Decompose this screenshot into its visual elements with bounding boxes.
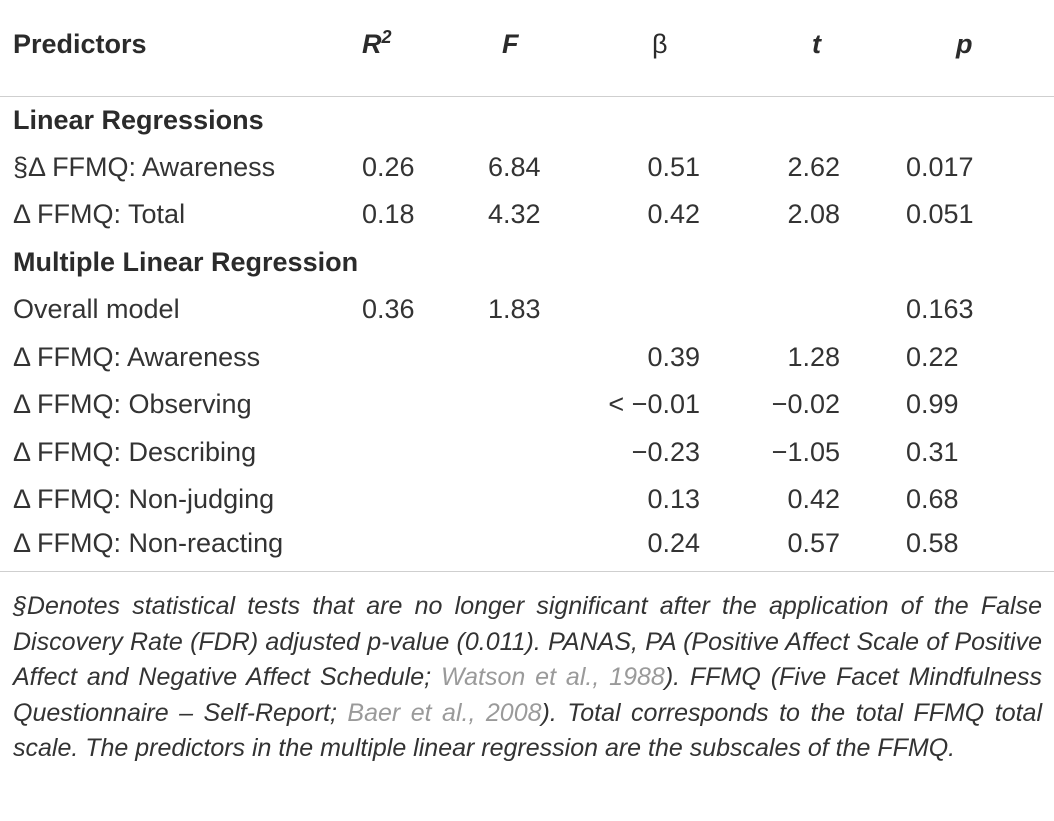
footnote-reference-watson[interactable]: Watson et al., 1988 [440,663,665,691]
table-row [0,334,1054,382]
cell-f [462,334,562,382]
row-label: Overall model [13,294,180,325]
cell-r2 [362,429,462,477]
section-header-row [0,239,1054,287]
cell-beta: 0.24 [562,524,734,572]
cell-p: 0.31 [906,436,959,467]
header-p: p [884,0,1054,96]
row-label: Δ FFMQ: Observing [13,389,252,420]
section-title: Linear Regressions [13,104,264,135]
cell-f [462,381,562,429]
cell-t: 1.28 [787,341,840,372]
cell-f [462,524,562,572]
table-row [0,429,1054,477]
cell-r2: 0.26 [362,151,415,182]
header-predictors: Predictors [0,0,362,96]
cell-t: 2.08 [787,199,840,230]
row-label: Δ FFMQ: Non-judging [13,484,275,515]
header-f: F [462,0,562,96]
row-label: Δ FFMQ: Awareness [13,341,261,372]
cell-f: 1.83 [488,294,541,325]
cell-r2 [362,381,462,429]
section-header-row [0,96,1054,144]
row-label: §Δ FFMQ: Awareness [13,151,276,182]
cell-t [734,286,884,334]
cell-t: 2.62 [787,151,840,182]
header-r-base: R [362,29,382,60]
table-row [0,381,1054,429]
row-label: Δ FFMQ: Describing [13,436,257,467]
cell-f: 4.32 [488,199,541,230]
cell-r2 [362,524,462,572]
cell-f: 6.84 [488,151,541,182]
table-footnote [13,589,1042,767]
header-r-squared [362,0,462,96]
cell-t: 0.57 [734,524,884,572]
table-row [0,191,1054,239]
header-row [0,0,1054,96]
cell-beta: 0.51 [647,151,700,182]
cell-p: 0.017 [906,151,974,182]
cell-f [462,476,562,524]
cell-r2: 0.18 [362,199,415,230]
row-label: Δ FFMQ: Total [13,199,186,230]
cell-t: −1.05 [771,436,840,467]
cell-beta [562,286,734,334]
table-row [0,144,1054,192]
cell-p: 0.22 [906,341,959,372]
footnote-text-1: §Denotes statistical tests that are no longer significant after the application of the False Discovery Rate (FDR) adjusted p-value (0.011). PANAS, PA (Positive Affect Scale of Positive Affect and Negative Affect Schedule; [13,592,1042,691]
cell-f [462,429,562,477]
section-title: Multiple Linear Regression [13,246,359,277]
table-row [0,476,1054,524]
footnote-text-2: ). FFMQ (Five Facet Mindfulness Questionnaire – Self-Report; [13,663,1042,727]
cell-p: 0.163 [906,294,974,325]
header-t: t [734,0,884,96]
cell-p: 0.99 [906,389,959,420]
cell-r2 [362,334,462,382]
footnote-text-3: ). Total corresponds to the total FFMQ total scale. The predictors in the multiple linear regression are the subscales of the FFMQ. [13,698,1042,762]
header-r-superscript: 2 [381,27,392,48]
cell-r2: 0.36 [362,294,415,325]
cell-beta: 0.39 [647,341,700,372]
cell-t: 0.42 [787,484,840,515]
table-row [0,524,1054,572]
cell-beta: < −0.01 [608,389,700,420]
table-header [0,0,1054,96]
cell-beta: −0.23 [631,436,700,467]
cell-t: −0.02 [771,389,840,420]
table-body [0,96,1054,571]
cell-r2 [362,476,462,524]
cell-beta: 0.13 [647,484,700,515]
cell-p: 0.58 [884,524,1054,572]
cell-beta: 0.42 [647,199,700,230]
table-row [0,286,1054,334]
cell-p: 0.051 [906,199,974,230]
footnote-reference-baer[interactable]: Baer et al., 2008 [347,698,542,727]
row-label: Δ FFMQ: Non-reacting [0,524,362,572]
cell-p: 0.68 [906,484,959,515]
header-beta: β [562,0,734,96]
